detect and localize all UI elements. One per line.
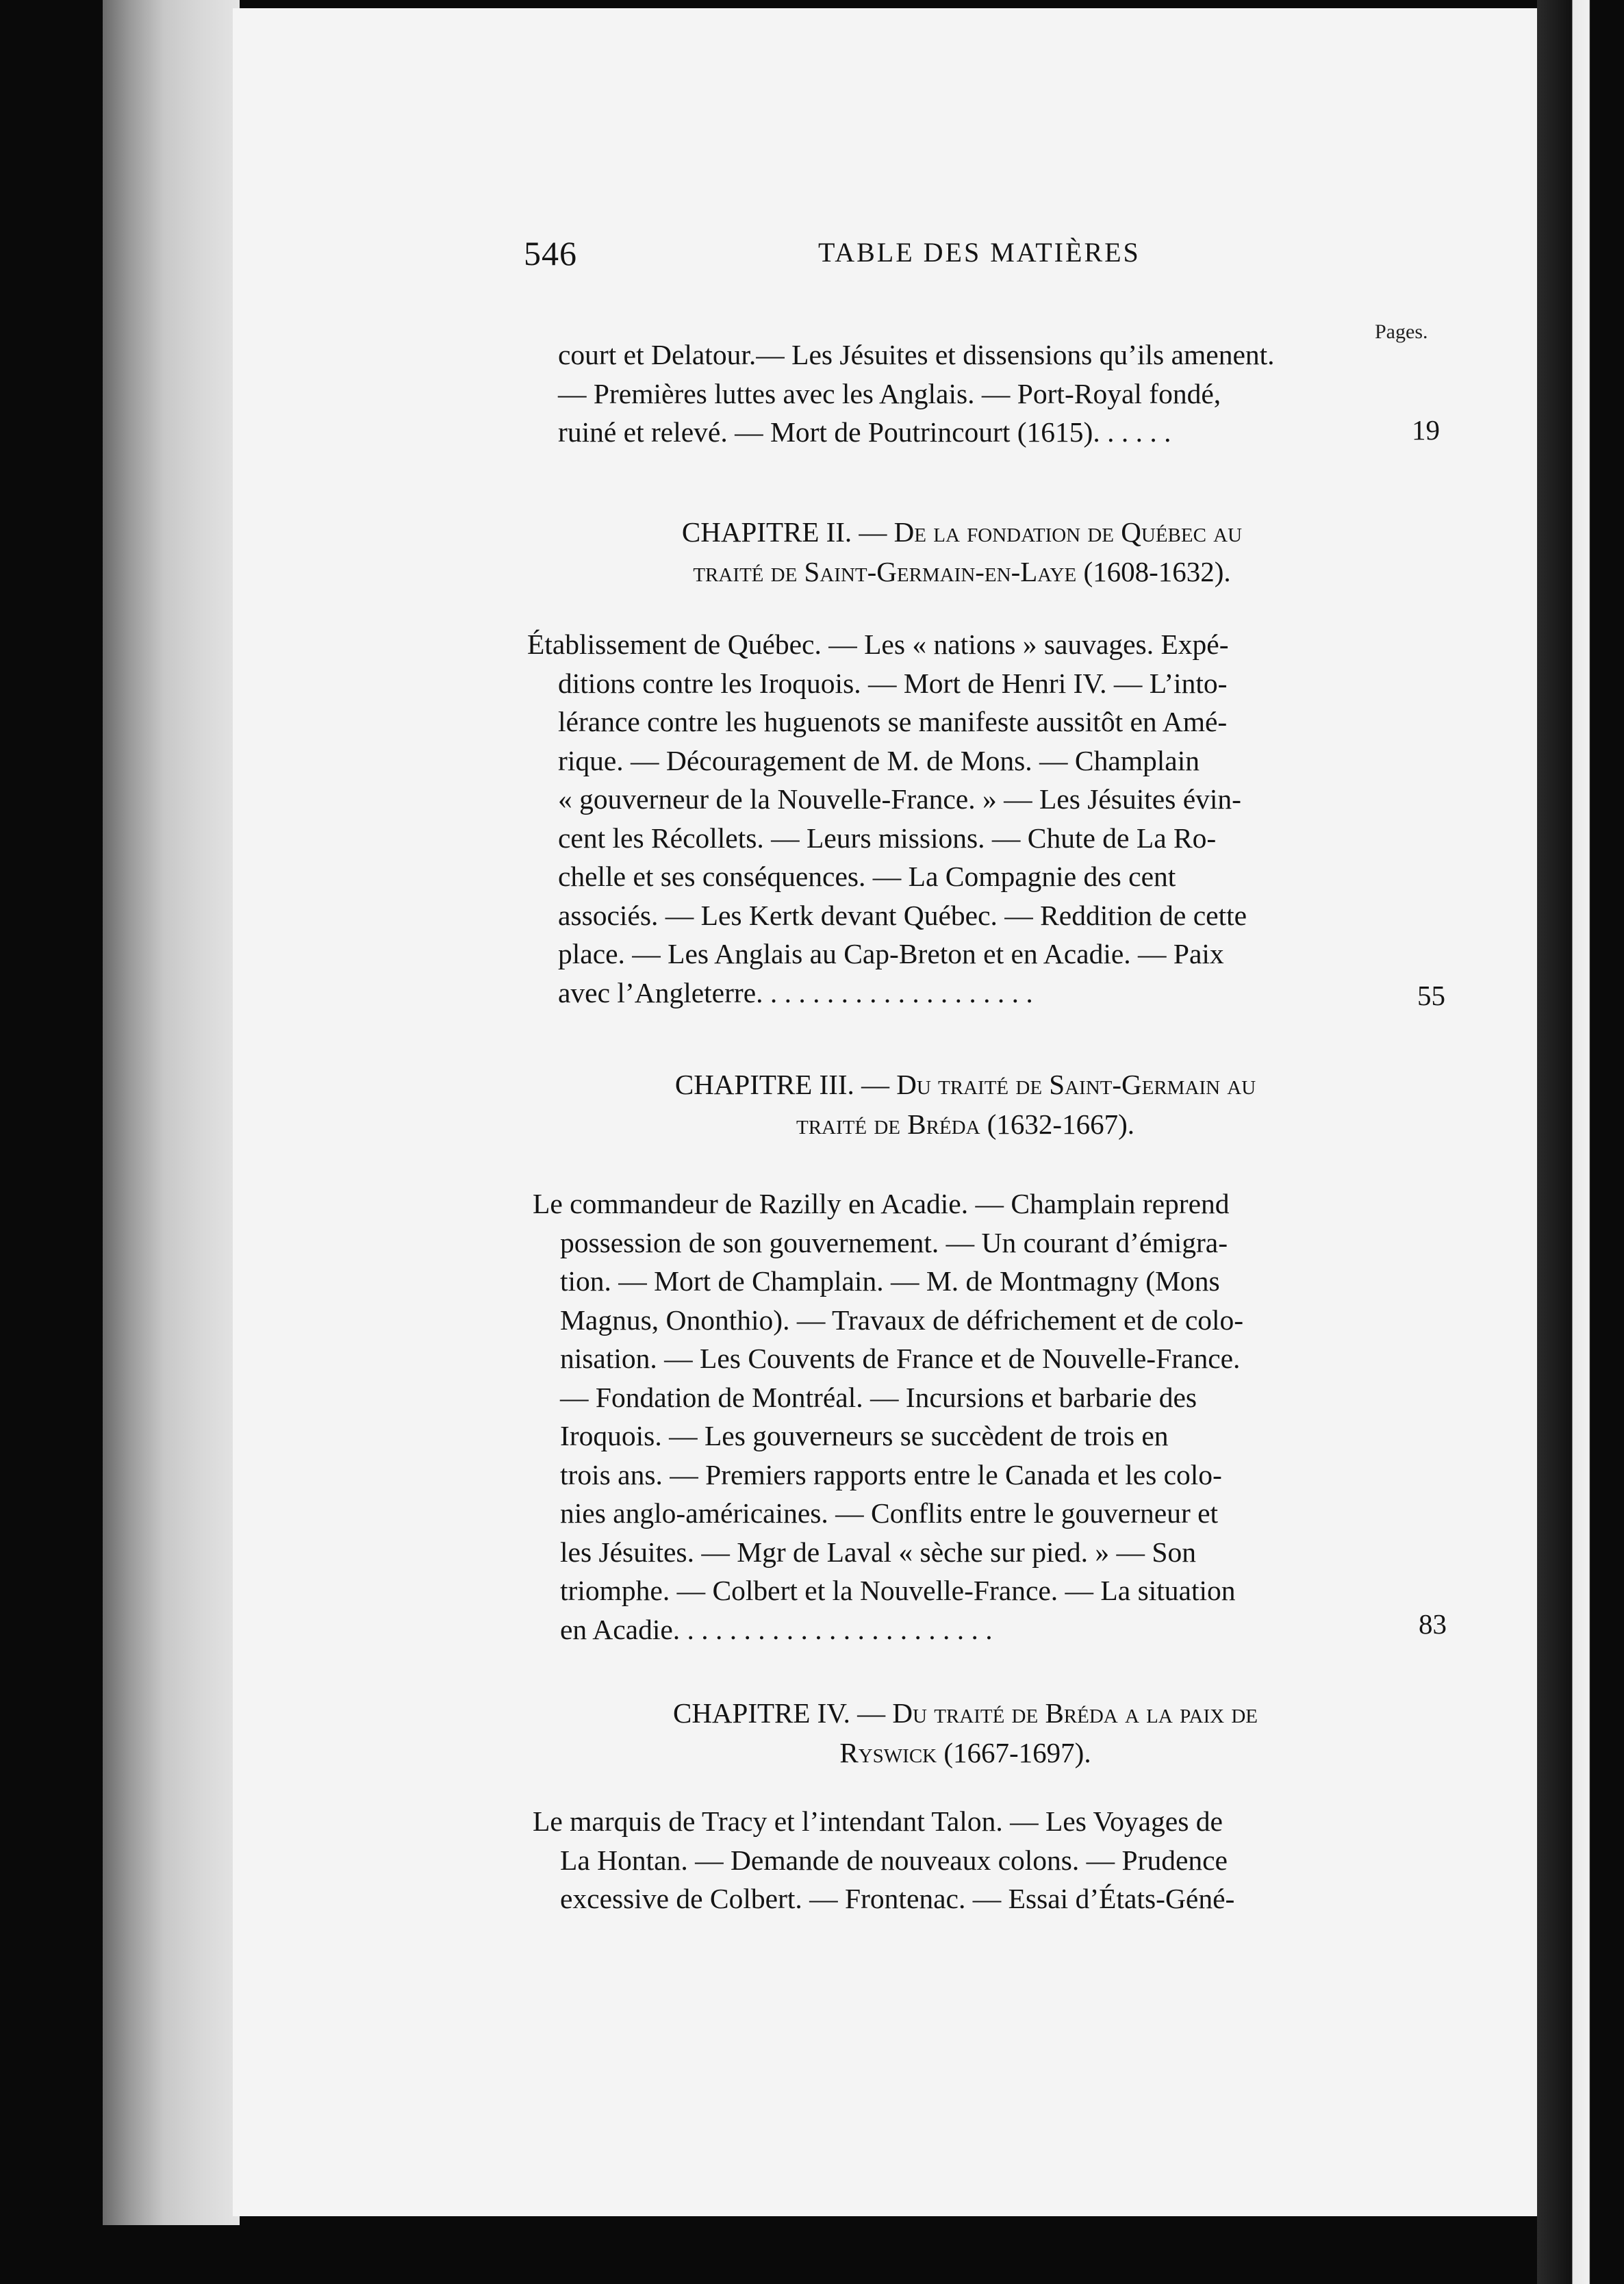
summary-line: Le commandeur de Razilly en Acadie. — Champlain reprend (533, 1188, 1230, 1219)
book-spine-edge (103, 0, 240, 2225)
summary-line: trois ans. — Premiers rapports entre le Canada et les colo- (560, 1458, 1222, 1490)
summary-line: triomphe. — Colbert et la Nouvelle-France. — La situation (560, 1575, 1236, 1606)
summary-line: nies anglo-américaines. — Conflits entre le gouverneur et (560, 1497, 1219, 1529)
chapter-page-number: 55 (1417, 980, 1445, 1011)
chapter-page-number: 83 (1419, 1608, 1447, 1640)
entry-page-number: 19 (1412, 414, 1440, 446)
chapter-heading (534, 1065, 1397, 1144)
summary-line: associés. — Les Kertk devant Québec. — Reddition de cette (558, 899, 1247, 931)
summary-line: « gouverneur de la Nouvelle-France. » — Les Jésuites évin- (558, 783, 1241, 815)
chapter-summary (533, 1184, 1378, 1649)
chapter-heading (531, 512, 1393, 592)
page-number: 546 (524, 234, 577, 272)
toc-entry-continuation (558, 335, 1376, 452)
chapter-heading-line: CHAPITRE III. — Du traité de Saint-Germain au (674, 1069, 1256, 1100)
page-title: TABLE DES MATIÈRES (818, 237, 1141, 268)
summary-line: ditions contre les Iroquois. — Mort de Henri IV. — L’into- (558, 667, 1228, 699)
summary-line: Iroquois. — Les gouverneurs se succèdent de trois en (560, 1420, 1169, 1451)
chapter-heading-line: traité de Bréda (1632-1667). (796, 1108, 1134, 1140)
summary-line: Magnus, Ononthio). — Travaux de défrichement et de colo- (560, 1304, 1244, 1336)
summary-line: Établissement de Québec. — Les « nations » sauvages. Expé- (527, 629, 1229, 660)
chapter-summary (533, 1802, 1378, 1918)
summary-line: les Jésuites. — Mgr de Laval « sèche sur pied. » — Son (560, 1536, 1196, 1568)
chapter-heading-line: traité de Saint-Germain-en-Laye (1608-1632). (693, 556, 1231, 587)
entry-line: ruiné et relevé. — Mort de Poutrincourt (1615). . . . . . (558, 416, 1171, 448)
summary-line: place. — Les Anglais au Cap-Breton et en Acadie. — Paix (558, 938, 1224, 969)
summary-line: rique. — Découragement de M. de Mons. — Champlain (558, 744, 1200, 776)
pages-column-label: Pages. (1375, 320, 1428, 343)
entry-line: — Premières luttes avec les Anglais. — Port-Royal fondé, (558, 377, 1221, 409)
summary-line: cent les Récollets. — Leurs missions. — Chute de La Ro- (558, 822, 1217, 854)
summary-line: excessive de Colbert. — Frontenac. — Essai d’États-Géné- (560, 1883, 1235, 1914)
chapter-heading-line: CHAPITRE II. — De la fondation de Québec au (681, 516, 1243, 548)
summary-line: possession de son gouvernement. — Un courant d’émigra- (560, 1226, 1228, 1258)
chapter-heading-line: Ryswick (1667-1697). (839, 1737, 1091, 1768)
summary-line: lérance contre les huguenots se manifeste aussitôt en Amé- (558, 706, 1228, 737)
summary-line: en Acadie. . . . . . . . . . . . . . . . . . . . . . . (560, 1613, 993, 1645)
entry-line: court et Delatour.— Les Jésuites et dissensions qu’ils amenent. (558, 339, 1275, 370)
facing-page-edge (1537, 0, 1624, 2284)
chapter-heading-line: CHAPITRE IV. — Du traité de Bréda a la paix de (672, 1697, 1258, 1729)
summary-line: Le marquis de Tracy et l’intendant Talon. — Les Voyages de (533, 1805, 1223, 1837)
summary-line: La Hontan. — Demande de nouveaux colons. — Prudence (560, 1844, 1228, 1876)
summary-line: tion. — Mort de Champlain. — M. de Montmagny (Mons (560, 1265, 1220, 1297)
summary-line: — Fondation de Montréal. — Incursions et barbarie des (560, 1381, 1197, 1413)
chapter-summary (527, 625, 1376, 1012)
chapter-heading (534, 1693, 1397, 1773)
summary-line: avec l’Angleterre. . . . . . . . . . . . . . . . . . . . (558, 976, 1033, 1008)
summary-line: chelle et ses conséquences. — La Compagnie des cent (558, 861, 1176, 892)
summary-line: nisation. — Les Couvents de France et de Nouvelle-France. (560, 1343, 1241, 1374)
